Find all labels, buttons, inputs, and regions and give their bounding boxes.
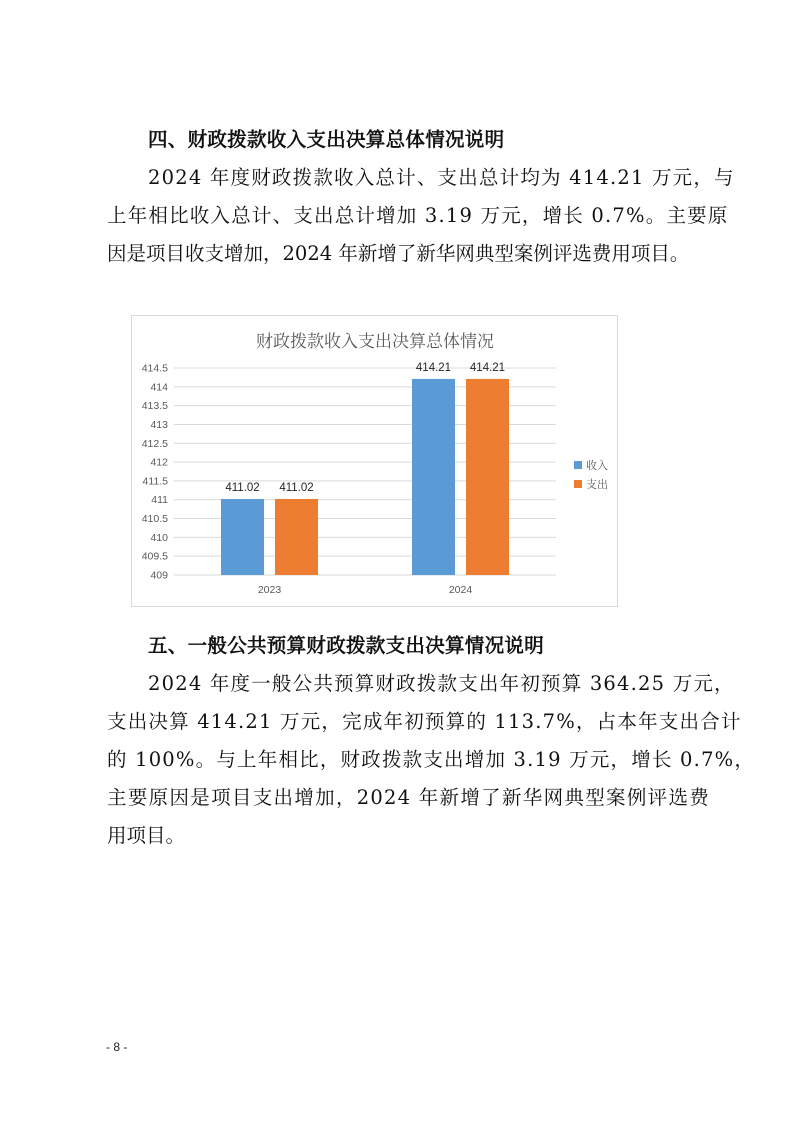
y-tick-label-7: 412.5	[141, 437, 168, 450]
section-5-line-3: 的 100%。与上年相比，财政拨款支出增加 3.19 万元，增长 0.7%，	[107, 748, 756, 771]
section-4-line-3: 因是项目收支增加，2024 年新增了新华网典型案例评选费用项目。	[107, 242, 690, 265]
legend-swatch-1	[574, 480, 582, 488]
section-5-line-1: 2024 年度一般公共预算财政拨款支出年初预算 364.25 万元，	[148, 672, 735, 695]
page-number: - 8 -	[106, 1040, 128, 1054]
section-4-line-1: 2024 年度财政拨款收入总计、支出总计均为 414.21 万元，与	[148, 166, 735, 189]
legend-swatch-0	[574, 461, 582, 469]
y-tick-label-6: 412	[150, 456, 168, 469]
bar-2023-收入	[221, 499, 264, 575]
section-5-line-5: 用项目。	[107, 824, 186, 847]
section-5-line-2: 支出决算 414.21 万元，完成年初预算的 113.7%，占本年支出合计	[107, 710, 742, 733]
bar-2023-支出	[275, 499, 318, 575]
y-tick-label-8: 413	[150, 418, 168, 431]
section-5-heading: 五、一般公共预算财政拨款支出决算情况说明	[148, 634, 545, 657]
y-tick-label-4: 411	[151, 494, 168, 507]
data-label-2023-收入: 411.02	[225, 481, 260, 494]
budget-chart	[131, 315, 618, 607]
y-tick-label-1: 409.5	[141, 550, 168, 563]
bar-2024-支出	[466, 379, 509, 575]
data-label-2023-支出: 411.02	[279, 481, 314, 494]
section-5-line-4: 主要原因是项目支出增加，2024 年新增了新华网典型案例评选费	[107, 786, 710, 809]
y-tick-label-10: 414	[150, 381, 168, 394]
y-tick-label-3: 410.5	[141, 513, 168, 526]
bar-2024-收入	[412, 379, 455, 575]
legend-label-1: 支出	[586, 478, 608, 491]
data-label-2024-收入: 414.21	[415, 361, 452, 374]
x-tick-label-0: 2023	[257, 584, 282, 596]
data-label-2024-支出: 414.21	[469, 361, 506, 374]
x-tick-label-1: 2024	[448, 584, 473, 596]
chart-title: 财政拨款收入支出决算总体情况	[256, 332, 494, 352]
y-tick-label-0: 409	[150, 569, 168, 582]
y-tick-label-5: 411.5	[142, 475, 168, 488]
budget-chart-svg	[132, 316, 619, 608]
section-4-heading: 四、财政拨款收入支出决算总体情况说明	[148, 128, 505, 151]
y-tick-label-9: 413.5	[141, 400, 168, 413]
section-4-line-2: 上年相比收入总计、支出总计增加 3.19 万元，增长 0.7%。主要原	[107, 204, 729, 227]
legend-label-0: 收入	[586, 459, 608, 472]
y-tick-label-11: 414.5	[141, 362, 168, 375]
y-tick-label-2: 410	[150, 531, 168, 544]
